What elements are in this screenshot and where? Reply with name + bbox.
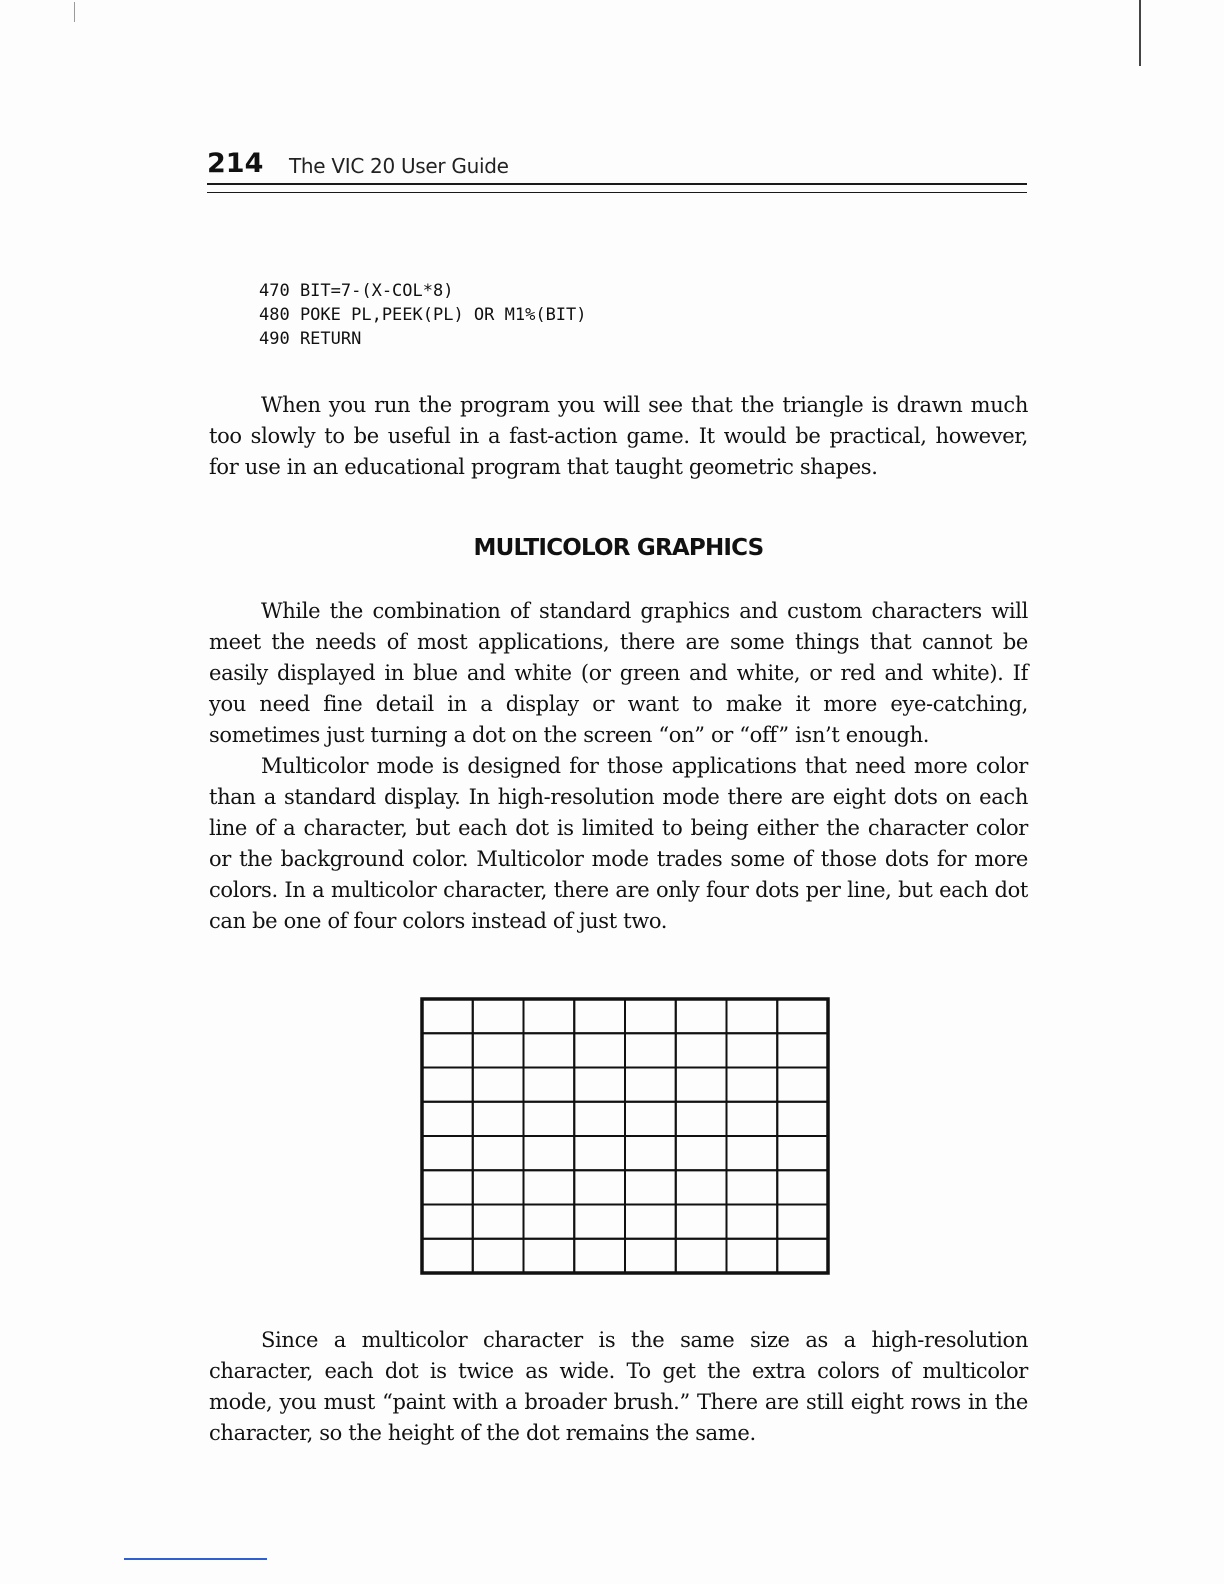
page-header [207,148,1027,188]
grid-cell [676,1136,727,1170]
body-text-block [209,596,1028,937]
scan-bottom-mark [124,1558,267,1560]
grid-cell [727,1205,778,1239]
body-text-block [209,1325,1028,1449]
grid-cell [422,1170,473,1204]
grid-cell [473,1068,524,1102]
grid-cell [574,1170,625,1204]
grid-cell [473,1239,524,1273]
character-grid [420,997,830,1275]
grid-cell [524,1136,575,1170]
grid-cell [625,1033,676,1067]
grid-cell [777,1136,828,1170]
grid-cell [625,1102,676,1136]
grid-cell [524,1205,575,1239]
paragraph: While the combination of standard graphics and custom characters will meet the needs of most applications, there are some things that cannot be easily displayed in blue and white (or green and white, or red and white). If you need fine detail in a display or want to make it more eye-catching, sometimes just turning a dot on the screen “on” or “off” isn’t enough. [209,599,1028,747]
grid-cell [574,1033,625,1067]
grid-cell [777,1205,828,1239]
grid-cell [727,1033,778,1067]
grid-cell [625,1170,676,1204]
grid-cell [625,1068,676,1102]
scan-edge-mark [74,2,75,22]
grid-cell [676,1205,727,1239]
page-number: 214 [207,148,264,179]
grid-cell [625,1239,676,1273]
grid-cell [777,1102,828,1136]
grid-cell [727,1102,778,1136]
grid-cell [473,1136,524,1170]
grid-cell [574,1068,625,1102]
running-title: The VIC 20 User Guide [289,154,509,178]
grid-cell [422,1102,473,1136]
character-grid-figure [420,997,830,1279]
grid-cell [777,999,828,1033]
grid-cell [777,1239,828,1273]
header-rule [207,192,1027,193]
paragraph: Multicolor mode is designed for those applications that need more color than a standard display. In high-resolution mode there are eight dots on each line of a character, but each dot is limited to being either the character color or the background color. Multicolor mode trades some of those dots for more colors. In a multicolor character, there are only four dots per line, but each dot can be one of four colors instead of just two. [209,754,1028,933]
grid-cell [574,1239,625,1273]
grid-cell [524,1068,575,1102]
grid-cell [676,1170,727,1204]
paragraph: When you run the program you will see that the triangle is drawn much too slowly to be useful in a fast-action game. It would be practical, however, for use in an educational program that taught geometric shapes. [209,393,1028,479]
grid-cell [727,1239,778,1273]
grid-cell [676,1239,727,1273]
grid-cell [727,1068,778,1102]
grid-cell [574,999,625,1033]
grid-cell [574,1102,625,1136]
grid-cell [574,1205,625,1239]
grid-cell [727,1170,778,1204]
grid-cell [524,1239,575,1273]
grid-cell [473,1033,524,1067]
grid-cell [777,1033,828,1067]
grid-cell [473,1205,524,1239]
grid-cell [422,999,473,1033]
grid-cell [676,1068,727,1102]
grid-cell [422,1205,473,1239]
code-listing [259,279,587,351]
header-rule [207,183,1027,185]
grid-cell [524,1102,575,1136]
grid-cell [625,999,676,1033]
scan-edge-mark [1139,0,1141,66]
grid-cell [473,999,524,1033]
grid-cell [676,1102,727,1136]
grid-cell [676,1033,727,1067]
grid-cell [574,1136,625,1170]
grid-cell [676,999,727,1033]
code-line: 480 POKE PL,PEEK(PL) OR M1%(BIT) [259,305,587,325]
grid-cell [524,999,575,1033]
body-text-block [209,390,1028,483]
grid-cell [422,1136,473,1170]
grid-cell [727,999,778,1033]
grid-cell [625,1136,676,1170]
grid-cell [422,1068,473,1102]
grid-cell [524,1033,575,1067]
paragraph: Since a multicolor character is the same size as a high-resolution character, each dot is twice as wide. To get the extra colors of multicolor mode, you must “paint with a broader brush.” There are still eight rows in the character, so the height of the dot remains the same. [209,1328,1028,1445]
grid-cell [777,1170,828,1204]
grid-cell [625,1205,676,1239]
code-line: 470 BIT=7-(X-COL*8) [259,281,454,301]
grid-cell [777,1068,828,1102]
grid-cell [473,1102,524,1136]
code-line: 490 RETURN [259,329,362,349]
grid-cell [524,1170,575,1204]
grid-cell [473,1170,524,1204]
section-heading: MULTICOLOR GRAPHICS [473,535,764,561]
grid-cell [422,1239,473,1273]
grid-cell [727,1136,778,1170]
grid-cell [422,1033,473,1067]
